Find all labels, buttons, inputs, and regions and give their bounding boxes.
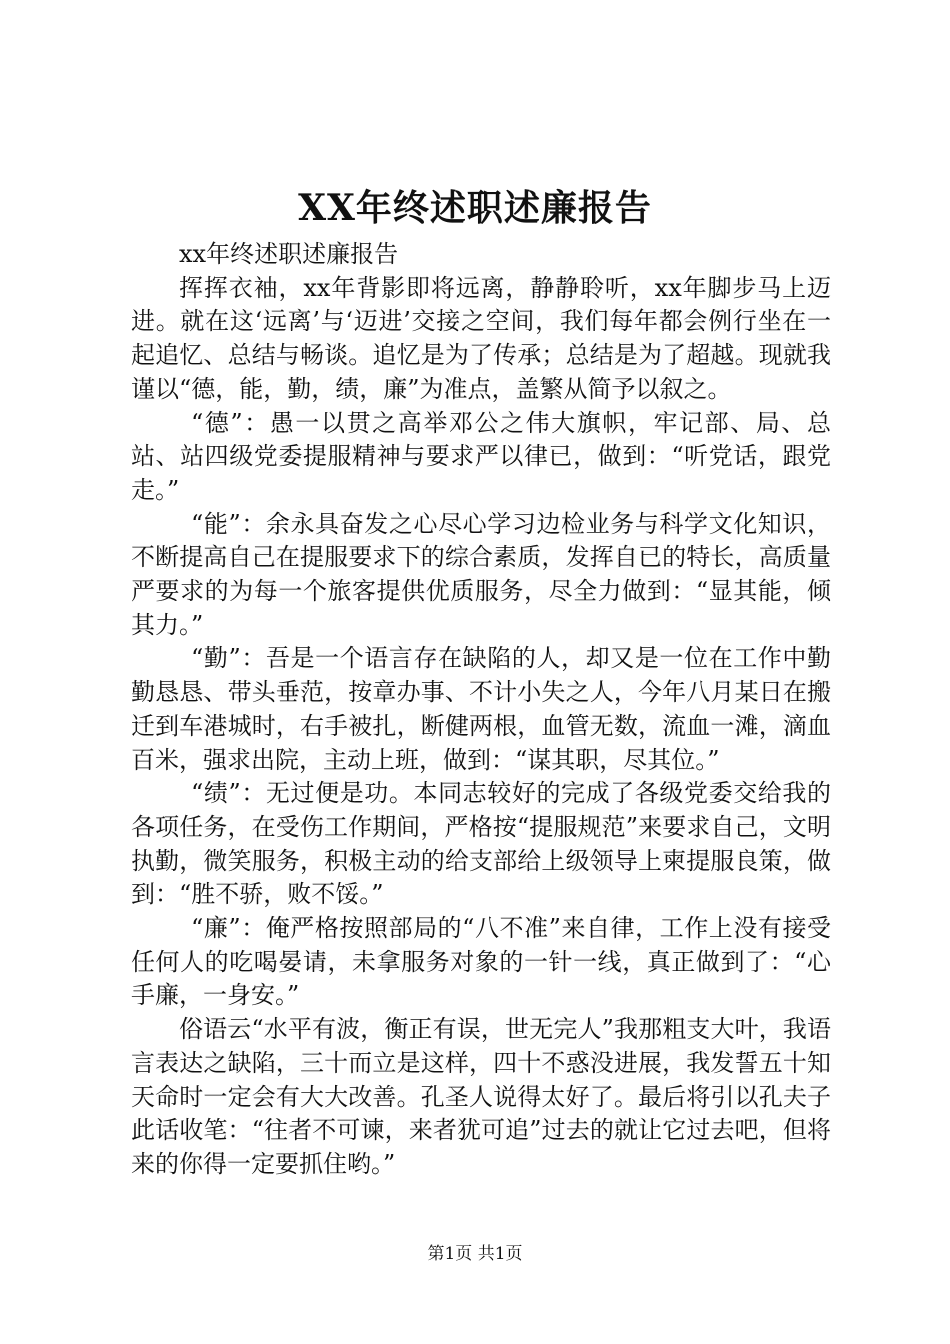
- virtue-paragraph: “德”：愚一以贯之高举邓公之伟大旗帜，牢记部、局、总站、站四级党委提服精神与要求严以律已，做到：“听党话，跟党走。”: [131, 408, 831, 504]
- ability-paragraph: “能”：余永具奋发之心尽心学习边检业务与科学文化知识，不断提高自己在提服要求下的综合素质，发挥自已的特长，高质量严要求的为每一个旅客提供优质服务，尽全力做到：“显其能，倾其力。”: [131, 509, 831, 639]
- document-body: [131, 238, 831, 1182]
- subtitle-paragraph: xx年终述职述廉报告: [179, 240, 399, 268]
- page-number-footer: 第1页 共1页: [427, 1244, 523, 1264]
- achievement-paragraph: “绩”：无过便是功。本同志较好的完成了各级党委交给我的各项任务，在受伤工作期间，严格按“提服规范”来要求自己，文明执勤，微笑服务，积极主动的给支部给上级领导上柬提服良策，做到：“胜不骄，败不馁。”: [131, 779, 831, 909]
- closing-paragraph: 俗语云“水平有波，衡正有误，世无完人”我那粗支大叶，我语言表达之缺陷，三十而立是这样，四十不惑没进展，我发誓五十知天命时一定会有大大改善。孔圣人说得太好了。最后将引以孔夫子此话收笔：“往者不可谏，来者犹可追”过去的就让它过去吧，但将来的你得一定要抓住哟。”: [131, 1015, 831, 1178]
- document-title: XX年终述职述廉报告: [298, 187, 652, 229]
- intro-paragraph: 挥挥衣袖，xx年背影即将远离，静静聆听，xx年脚步马上迈进。就在这‘远离’与‘迈进’交接之空间，我们每年都会例行坐在一起追忆、总结与畅谈。追忆是为了传承；总结是为了超越。现就我谨以“德，能，勤，绩，廉”为准点，盖繁从简予以叙之。: [131, 273, 831, 403]
- integrity-paragraph: “廉”：俺严格按照部局的“八不准”来自律，工作上没有接受任何人的吃喝晏请，未拿服务对象的一针一线，真正做到了：“心手廉，一身安。”: [131, 914, 831, 1010]
- diligence-paragraph: “勤”：吾是一个语言存在缺陷的人，却又是一位在工作中勤勤恳恳、带头垂范，按章办事、不计小失之人，今年八月某日在搬迁到车港城时，右手被扎，断健两根，血管无数，流血一滩，滴血百米，强求出院，主动上班，做到：“谋其职，尽其位。”: [131, 644, 831, 774]
